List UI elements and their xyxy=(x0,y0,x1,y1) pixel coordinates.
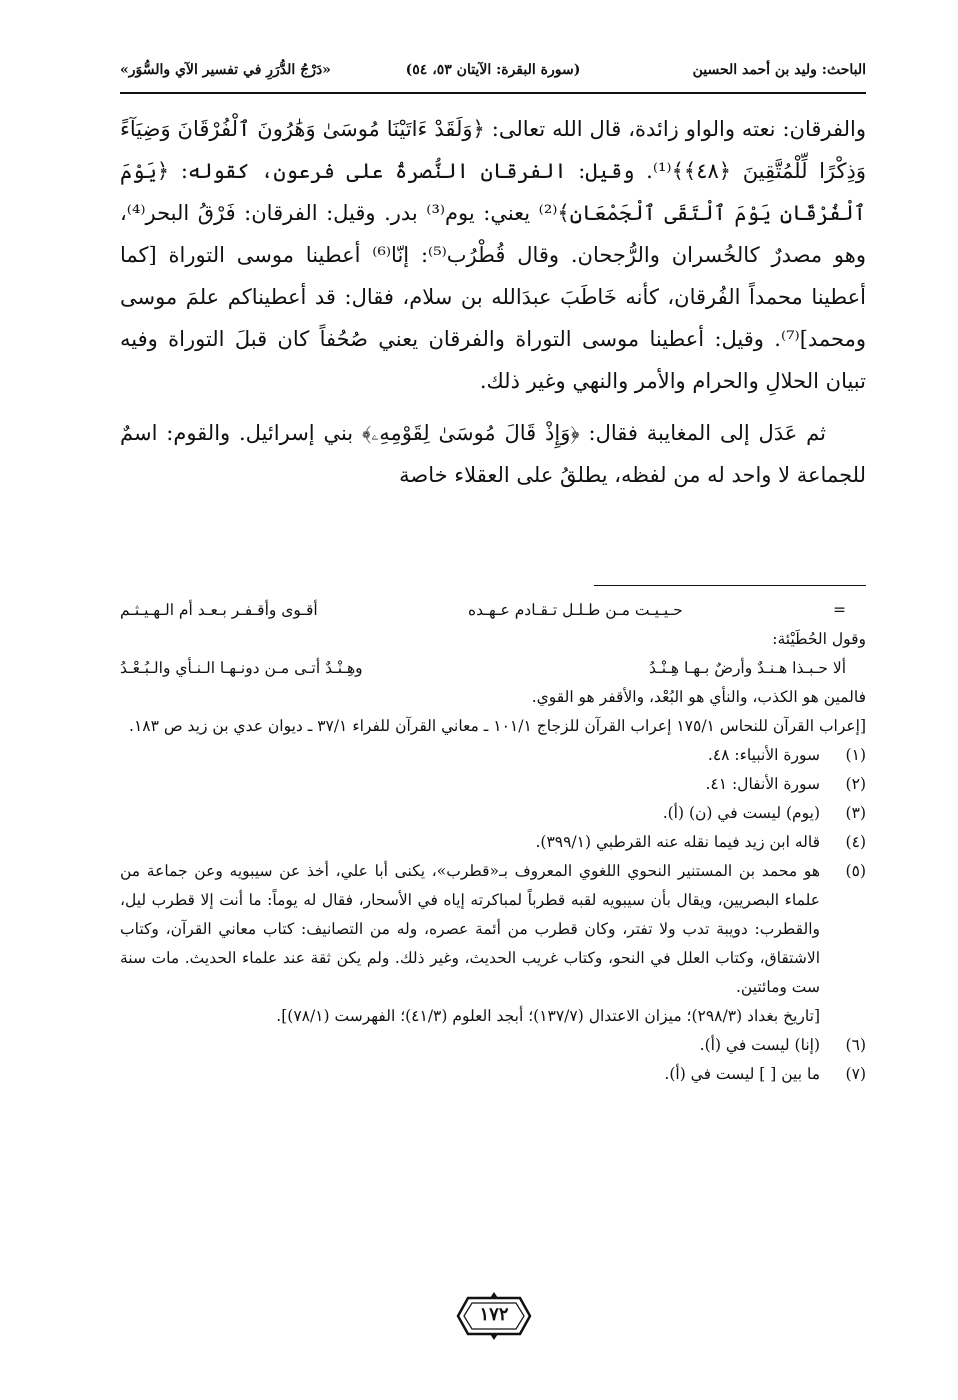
footnote-number: (٦) xyxy=(845,1036,866,1054)
vocabulary-explanation: فالمين هو الكذب، والنأي هو البُعْد، والأقفر هو القوي. xyxy=(531,688,866,706)
footnote-item xyxy=(120,828,866,857)
verse-2-second-hemistich: وهِـنْـدٌ أتـى مـن دونـهـا الـنـأي والـبُـعْـدُ xyxy=(120,659,363,677)
footnote-number: (٢) xyxy=(845,775,866,793)
header-surah: (سورة البقرة: الآيتان ٥٣، ٥٤) xyxy=(405,62,581,78)
footnote-text: سورة الأنبياء: ٤٨. xyxy=(707,746,820,764)
references: [إعراب القرآن للنحاس ١٧٥/١ إعراب القرآن للزجاج ١٠١/١ ـ معاني القرآن للفراء ٣٧/١ ـ ديوان عدي بن زيد ص ١٨٣. xyxy=(129,717,866,735)
body-paragraph-2: ثم عَدَل إلى المغايبة فقال: ﴿وَإِذْ قَالَ مُوسَىٰ لِقَوْمِهِۦ﴾ بني إسرائيل. والقوم: اسمٌ للجماعة لا واحد له من لفظه، يطلقُ على العقلاء خاصة xyxy=(120,421,866,487)
footnote-item xyxy=(120,799,866,828)
footnote-item xyxy=(120,1002,866,1031)
footnote-number: (٧) xyxy=(845,1065,866,1083)
page-number: ١٧٢ xyxy=(479,1304,509,1325)
verse-1-first-hemistich: حـيـيـت مـن طـلـل تـقـادم عـهـده xyxy=(468,601,683,619)
footnote-divider xyxy=(594,585,866,586)
main-text xyxy=(120,108,866,496)
footnote-text: (يوم) ليست في (ن) (أ). xyxy=(662,804,820,822)
footnotes-section xyxy=(120,596,866,1089)
verse-2-first-hemistich: ألا حـبـذا هـنـدٌ وأرضٌ بـهـا هِـنْـدُ xyxy=(649,659,846,677)
footnote-text: سورة الأنفال: ٤١. xyxy=(705,775,820,793)
poetry-verse-1 xyxy=(120,596,866,625)
footnote-number xyxy=(828,1002,866,1031)
verse-1-second-hemistich: أقـوى وأقـفـر بـعـد أم الـهـيـثـم xyxy=(120,601,318,619)
header-author: الباحث: وليد بن أحمد الحسين xyxy=(692,62,866,78)
footnote-item xyxy=(120,770,866,799)
footnote-item xyxy=(120,857,866,1002)
header-book-title: «دَرْجُ الدُّرَرِ في تفسير الآي والسُّوَر» xyxy=(120,62,331,78)
footnote-number: (٥) xyxy=(845,862,866,880)
footnote-text: هو محمد بن المستنير النحوي اللغوي المعروف بـ«قطرب»، يكنى أبا علي، أخذ عن سيبويه وعن جماعة من علماء البصريين، ويقال بأن سيبويه لقبه قطرباً لمباكرته إياه في الأسحار، فقال له يوماً: ما أنت إلا قطرب ليل، والقطرب: دويبة تدب ولا تفتر، وكان قطرب من أئمة عصره، وله من التصانيف: كتاب معاني القرآن، وكتاب الاشتقاق، وكتاب العلل في النحو، وكتاب غريب الحديث، وغير ذلك. ولم يكن ثقة عند علماء الحديث. مات سنة ست ومائتين. xyxy=(120,862,820,996)
page-number-ornament xyxy=(454,1290,534,1342)
poet-intro: وقول الحُطَيْئة: xyxy=(772,630,866,648)
footnote-item xyxy=(120,1031,866,1060)
running-header xyxy=(120,52,866,94)
body-paragraph-1: والفرقان: نعته والواو زائدة، قال الله تعالى: ﴿وَلَقَدْ ءَاتَيْنَا مُوسَىٰ وَهَٰرُونَ ٱلْفُرْقَانَ وَضِيَآءً وَذِكْرًا لِّلْمُتَّقِينَ ﴿٤٨﴾﴾⁽¹⁾. وقيل: الفرقان النُّصرةُ على فرعون، كقوله: ﴿يَوْمَ ٱلْفُرْقَانِ يَوْمَ ٱلْتَقَى ٱلْجَمْعَانِ﴾⁽²⁾ يعني: يوم⁽³⁾ بدر. وقيل: الفرقان: فَرْقُ البحر⁽⁴⁾، وهو مصدرٌ كالخُسران والرُّجحان. وقال قُطْرُب⁽⁵⁾: إنّا⁽⁶⁾ أعطينا موسى التوراة [كما أعطينا محمداً الفُرقان، كأنه خَاطَبَ عبدَالله بن سلام، فقال: قد أعطيناكم علمَ موسى ومحمد]⁽⁷⁾. وقيل: أعطينا موسى التوراة والفرقان يعني صُحُفاً كان قبلَ التوراة وفيه تبيان الحلالِ والحرام والأمر والنهي وغير ذلك. xyxy=(120,117,866,393)
footnote-item xyxy=(120,1060,866,1089)
footnote-number: (٣) xyxy=(845,804,866,822)
poetry-verse-2 xyxy=(120,654,866,683)
footnote-text: قاله ابن زيد فيما نقله عنه القرطبي (٣٩٩/١). xyxy=(535,833,820,851)
footnote-number: (٤) xyxy=(845,833,866,851)
footnote-text: [تاريخ بغداد (٢٩٨/٣)؛ ميزان الاعتدال (١٣٧/٧)؛ أبجد العلوم (٤١/٣)؛ الفهرست (٧٨/١)]. xyxy=(276,1007,820,1025)
footnote-text: ما بين [ ] ليست في (أ). xyxy=(664,1065,820,1083)
footnote-number: (١) xyxy=(845,746,866,764)
continuation-marker: = xyxy=(833,601,846,619)
footnote-item xyxy=(120,741,866,770)
footnote-text: (إنا) ليست في (أ). xyxy=(699,1036,820,1054)
